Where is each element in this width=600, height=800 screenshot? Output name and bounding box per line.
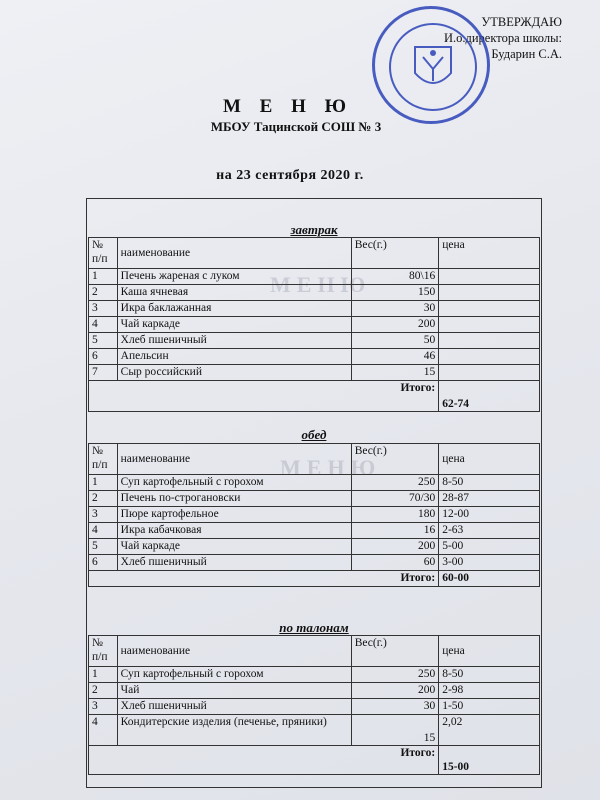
item-name: Пюре картофельное [117,507,351,523]
item-weight: 60 [351,555,438,571]
table-row [89,667,540,683]
item-name: Хлеб пшеничный [117,333,351,349]
page-title: М Е Н Ю [222,96,354,117]
item-name: Сыр российский [117,365,351,381]
item-price [439,317,540,333]
row-number: 4 [89,317,118,333]
lunch-total: 60-00 [439,571,540,587]
breakfast-table [88,237,540,412]
item-weight: 200 [351,683,438,699]
item-weight: 70/30 [351,491,438,507]
table-row [89,317,540,333]
item-price [439,301,540,317]
total-label: Итого: [89,746,439,775]
row-number: 3 [89,301,118,317]
item-price: 2-63 [439,523,540,539]
item-name: Чай [117,683,351,699]
item-weight: 150 [351,285,438,301]
item-name: Хлеб пшеничный [117,555,351,571]
item-name: Суп картофельный с горохом [117,667,351,683]
item-weight: 30 [351,699,438,715]
lunch-table [88,443,540,587]
item-name: Каша ячневая [117,285,351,301]
table-row [89,301,540,317]
row-number: 2 [89,491,118,507]
col-header-name: наименование [117,238,351,269]
table-row [89,365,540,381]
item-price [439,349,540,365]
item-name: Чай каркаде [117,539,351,555]
row-number: 1 [89,667,118,683]
school-name: МБОУ Тацинской СОШ № 3 [210,119,382,134]
menu-date: на 23 сентября 2020 г. [216,168,364,183]
table-row [89,285,540,301]
table-row [89,349,540,365]
item-name: Суп картофельный с горохом [117,475,351,491]
col-header-weight: Вес(г.) [351,636,438,667]
item-weight: 200 [351,317,438,333]
table-row [89,699,540,715]
col-header-weight: Вес(г.) [351,444,438,475]
row-number: 3 [89,507,118,523]
item-price [439,333,540,349]
item-name: Печень жареная с луком [117,269,351,285]
item-weight: 15 [351,715,438,746]
item-weight: 80\16 [351,269,438,285]
table-row [89,269,540,285]
row-number: 5 [89,539,118,555]
row-number: 2 [89,683,118,699]
row-number: 2 [89,285,118,301]
table-row [89,333,540,349]
section-heading-lunch: обед [301,427,327,442]
item-name: Кондитерские изделия (печенье, пряники) [117,715,351,746]
approval-title: УТВЕРЖДАЮ [481,15,562,29]
coupons-total: 15-00 [439,746,540,775]
col-header-price: цена [439,444,540,475]
row-number: 1 [89,269,118,285]
section-heading-coupons: по талонам [279,620,349,635]
item-name: Икра баклажанная [117,301,351,317]
item-weight: 46 [351,349,438,365]
item-name: Апельсин [117,349,351,365]
item-weight: 200 [351,539,438,555]
item-price: 2-98 [439,683,540,699]
table-row [89,507,540,523]
item-price [439,269,540,285]
table-row [89,683,540,699]
col-header-name: наименование [117,636,351,667]
row-number: 4 [89,715,118,746]
item-name: Чай каркаде [117,317,351,333]
item-price: 8-50 [439,475,540,491]
row-number: 1 [89,475,118,491]
total-label: Итого: [89,381,439,412]
col-header-num: № п/п [89,238,118,269]
table-row [89,539,540,555]
total-label: Итого: [89,571,439,587]
col-header-name: наименование [117,444,351,475]
item-weight: 16 [351,523,438,539]
row-number: 4 [89,523,118,539]
bleed-through-watermark: МЕНЮ [280,455,382,480]
item-price: 1-50 [439,699,540,715]
table-row [89,523,540,539]
approval-name: Бударин С.А. [491,47,562,61]
item-price: 28-87 [439,491,540,507]
item-price: 2,02 [439,715,540,746]
table-row [89,491,540,507]
item-price: 8-50 [439,667,540,683]
item-price: 5-00 [439,539,540,555]
section-heading-breakfast: завтрак [290,222,338,237]
item-weight: 250 [351,475,438,491]
col-header-num: № п/п [89,636,118,667]
item-weight: 30 [351,301,438,317]
table-row [89,715,540,746]
row-number: 6 [89,555,118,571]
col-header-price: цена [439,636,540,667]
row-number: 3 [89,699,118,715]
item-weight: 50 [351,333,438,349]
table-row [89,555,540,571]
item-weight: 15 [351,365,438,381]
item-price: 12-00 [439,507,540,523]
bleed-through-watermark: МЕНЮ [270,272,372,297]
item-price: 3-00 [439,555,540,571]
breakfast-total: 62-74 [439,381,540,412]
col-header-weight: Вес(г.) [351,238,438,269]
item-price [439,365,540,381]
item-weight: 180 [351,507,438,523]
col-header-num: № п/п [89,444,118,475]
item-price [439,285,540,301]
col-header-price: цена [439,238,540,269]
approval-position: И.о.директора школы: [443,31,562,45]
item-weight: 250 [351,667,438,683]
coupons-table [88,635,540,775]
item-name: Хлеб пшеничный [117,699,351,715]
row-number: 7 [89,365,118,381]
row-number: 6 [89,349,118,365]
table-row [89,475,540,491]
row-number: 5 [89,333,118,349]
item-name: Икра кабачковая [117,523,351,539]
item-name: Печень по-строгановски [117,491,351,507]
